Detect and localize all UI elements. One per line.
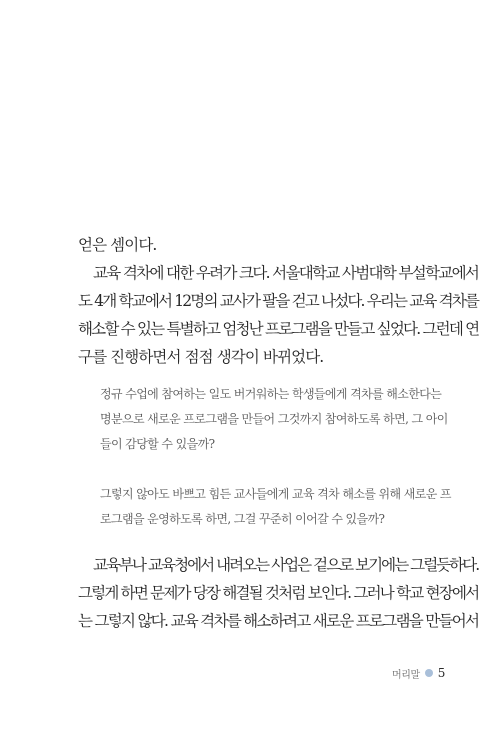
page-number: 5 [437,666,446,680]
paragraph-2-line-1: 교육 격차에 대한 우려가 크다. 서울대학교 사범대학 부설학교에서 [93,264,479,282]
quote-1-line-2: 명분으로 새로운 프로그램을 만들어 그것까지 참여하도록 하면, 그 아이 [100,412,448,426]
paragraph-1-line-1: 얻은 셈이다. [78,236,157,254]
quote-1-line-3: 들이 감당할 수 있을까? [100,437,215,451]
dot-icon [425,669,433,677]
paragraph-2-line-2: 도 4개 학교에서 12명의 교사가 팔을 걷고 나섰다. 우리는 교육 격차를 [78,292,479,310]
page-footer [392,665,452,681]
section-label: 머리말 [392,669,420,681]
quote-2-line-1: 그렇지 않아도 바쁘고 힘든 교사들에게 교육 격차 해소를 위해 새로운 프 [100,487,451,501]
paragraph-3-line-2: 그렇게 하면 문제가 당장 해결될 것처럼 보인다. 그러나 학교 현장에서 [78,584,479,602]
paragraph-2-line-3: 해소할 수 있는 특별하고 엄청난 프로그램을 만들고 싶었다. 그런데 연 [78,320,479,338]
paragraph-2-line-4: 구를 진행하면서 점점 생각이 바뀌었다. [78,348,324,366]
paragraph-3-line-1: 교육부나 교육청에서 내려오는 사업은 겉으로 보기에는 그럴듯하다. [93,556,479,574]
paragraph-3-line-3: 는 그렇지 않다. 교육 격차를 해소하려고 새로운 프로그램을 만들어서 [78,612,479,630]
quote-2-line-2: 로그램을 운영하도록 하면, 그걸 꾸준히 이어갈 수 있을까? [100,512,385,526]
quote-1-line-1: 정규 수업에 참여하는 일도 버거워하는 학생들에게 격차를 해소한다는 [100,387,442,401]
